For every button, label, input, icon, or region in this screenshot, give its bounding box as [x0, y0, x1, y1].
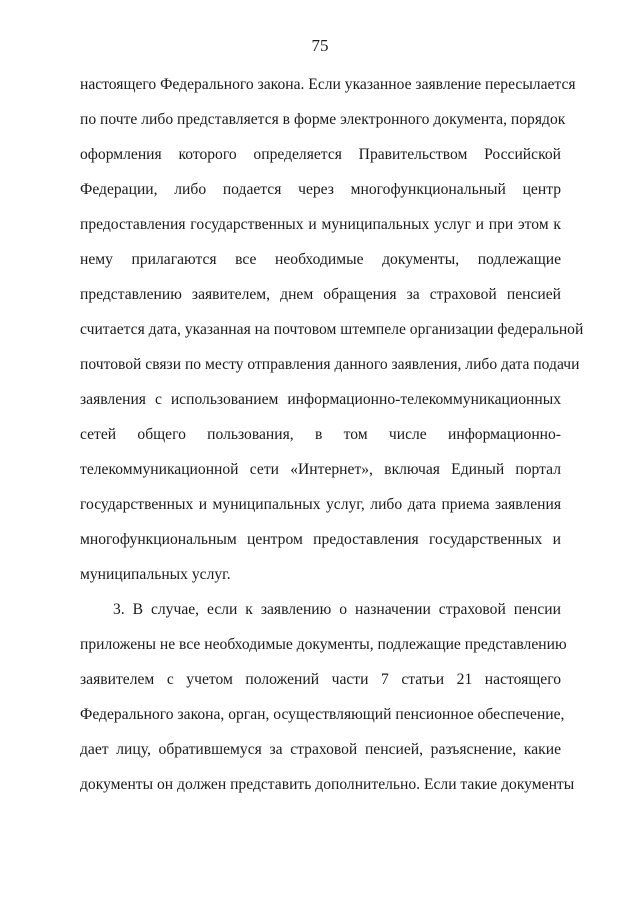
text-line: представлению заявителем, днем обращения за страховой пенсией [80, 286, 561, 303]
text-line: Федерального закона, орган, осуществляющий пенсионное обеспечение, [80, 706, 565, 723]
page-number: 75 [311, 36, 329, 55]
text-line: Федерации, либо подается через многофункциональный центр [80, 181, 561, 198]
text-line: телекоммуникационной сети «Интернет», включая Единый портал [80, 461, 561, 478]
text-line: считается дата, указанная на почтовом штемпеле организации федеральной [80, 321, 584, 338]
text-line: государственных и муниципальных услуг, либо дата приема заявления [80, 496, 561, 513]
text-line: нему прилагаются все необходимые документы, подлежащие [80, 251, 561, 268]
text-line: сетей общего пользования, в том числе информационно- [80, 426, 561, 443]
text-line: муниципальных услуг. [80, 566, 231, 583]
text-line: по почте либо представляется в форме электронного документа, порядок [80, 111, 566, 128]
text-line: документы он должен представить дополнительно. Если такие документы [80, 776, 575, 793]
text-line: настоящего Федерального закона. Если указанное заявление пересылается [80, 76, 576, 93]
text-line: заявителем с учетом положений части 7 статьи 21 настоящего [80, 671, 561, 688]
paragraph-start-line: 3. В случае, если к заявлению о назначении страховой пенсии [113, 601, 561, 618]
text-line: заявления с использованием информационно-телекоммуникационных [80, 391, 561, 408]
text-line: почтовой связи по месту отправления данного заявления, либо дата подачи [80, 356, 580, 373]
text-line: оформления которого определяется Правительством Российской [80, 146, 561, 163]
text-line: приложены не все необходимые документы, подлежащие представлению [80, 636, 567, 653]
text-line: многофункциональным центром предоставления государственных и [80, 531, 561, 548]
text-line: дает лицу, обратившемуся за страховой пенсией, разъяснение, какие [80, 741, 561, 758]
text-line: предоставления государственных и муниципальных услуг и при этом к [80, 216, 561, 233]
